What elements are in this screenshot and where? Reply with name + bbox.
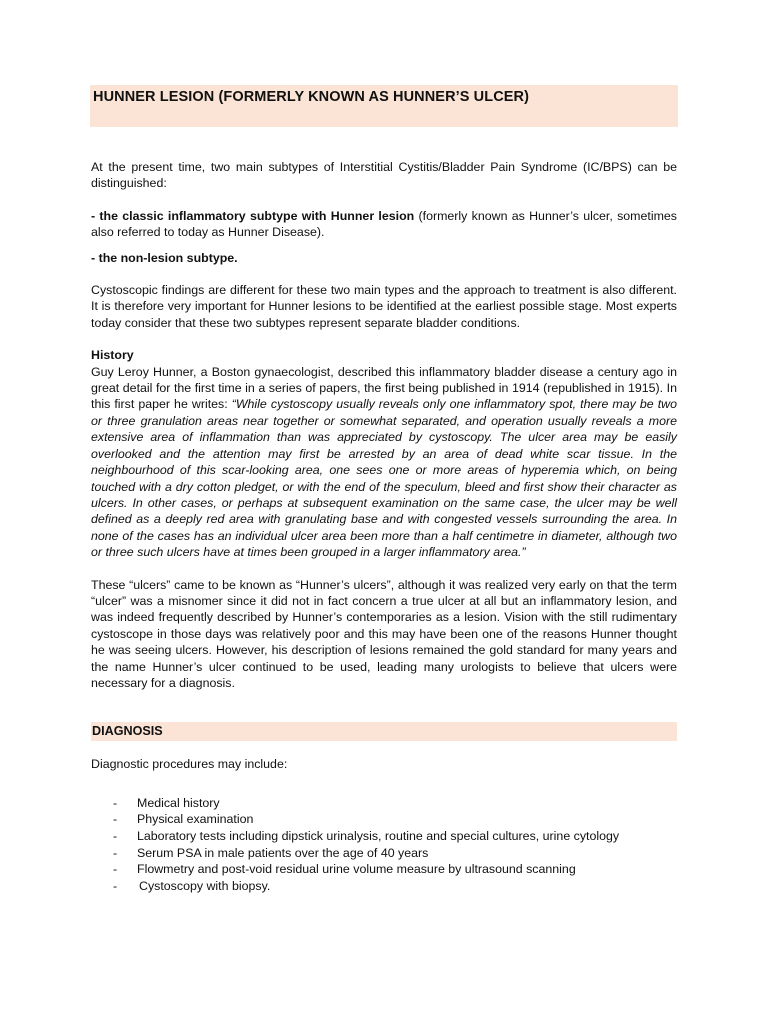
subtype-classic-description: (formerly known as Hunner’s ulcer, sometimes also referred to today as Hunner Disease).	[91, 208, 677, 240]
history-text: Guy Leroy Hunner, a Boston gynaecologist, described this inflammatory bladder disease a century ago in great detail for the first time in a series of papers, the first being published in 1914 (republished in 1915). In this first paper he writes:	[91, 364, 677, 412]
diagnosis-intro: Diagnostic procedures may include:	[91, 757, 288, 772]
list-item: - Flowmetry and post-void residual urine volume measure by ultrasound scanning	[113, 862, 576, 877]
list-item: - Medical history	[113, 795, 220, 810]
diagnosis-heading: DIAGNOSIS	[91, 722, 677, 741]
cystoscopy-paragraph: Cystoscopic findings are different for these two main types and the approach to treatment is also different. It is therefore very important for Hunner lesions to be identified at the earliest possible stage. Most experts today consider that these two subtypes represent separate bladder conditions.	[91, 283, 677, 330]
list-item: - Physical examination	[113, 812, 254, 827]
history-paragraph	[91, 364, 677, 561]
bullet-dash: -	[113, 862, 118, 877]
subtype-classic-paragraph	[91, 208, 677, 241]
list-item: - Laboratory tests including dipstick urinalysis, routine and special cultures, urine cytology	[113, 828, 620, 843]
history-quote: “While cystoscopy usually reveals only one inflammatory spot, there may be two or three granulation areas near together or somewhat separated, and operation usually reveals a more extensive area of inflammation than was appreciated by cystoscopy. The ulcer area may be easily overlooked and the attention may first be arrested by an area of dead white scar tissue. In the neighbourhood of this scar-looking area, one sees one or more areas of hyperemia which, on being touched with a dry cotton pledget, or with the end of the speculum, bleed and first show their character as ulcers. In other cases, or perhaps at subsequent examination on the same case, the ulcer may be well defined as a deeply red area with granulating base and with congested vessels surrounding the area. In none of the cases has an individual ulcer area been more than a half centimetre in diameter, although two or three such ulcers have at times been grouped in a larger inflammatory area.”	[91, 397, 677, 560]
list-item: - Cystoscopy with biopsy.	[113, 878, 271, 893]
document-body	[91, 159, 677, 894]
subtype-non-lesion: - the non-lesion subtype.	[91, 250, 238, 265]
list-item: - Serum PSA in male patients over the age of 40 years	[113, 845, 429, 860]
ulcers-paragraph: These “ulcers” came to be known as “Hunner’s ulcers”, although it was realized very early on that the term “ulcer” was a misnomer since it did not in fact concern a true ulcer at all but an inflammatory lesion, and was indeed frequently described by Hunner’s contemporaries as a lesion. Vision with the still rudimentary cystoscope in those days was relatively poor and this may have been one of the reasons Hunner thought he was seeing ulcers. However, his description of lesions remained the gold standard for many years and the name Hunner’s ulcer continued to be used, leading many urologists to believe that ulcers were necessary for a diagnosis.	[91, 577, 677, 690]
bullet-dash: -	[113, 878, 118, 893]
history-heading: History	[91, 348, 134, 363]
subtype-classic-label: - the classic inflammatory subtype with Hunner lesion	[91, 208, 415, 223]
bullet-dash: -	[113, 795, 118, 810]
title-banner	[90, 85, 678, 127]
diagnostic-procedures-list	[91, 795, 677, 895]
page-title: HUNNER LESION (FORMERLY KNOWN AS HUNNER’S ULCER)	[93, 89, 530, 105]
bullet-dash: -	[113, 812, 118, 827]
bullet-dash: -	[113, 828, 118, 843]
bullet-dash: -	[113, 845, 118, 860]
intro-paragraph: At the present time, two main subtypes of Interstitial Cystitis/Bladder Pain Syndrome (IC/BPS) can be distinguished:	[91, 160, 677, 191]
